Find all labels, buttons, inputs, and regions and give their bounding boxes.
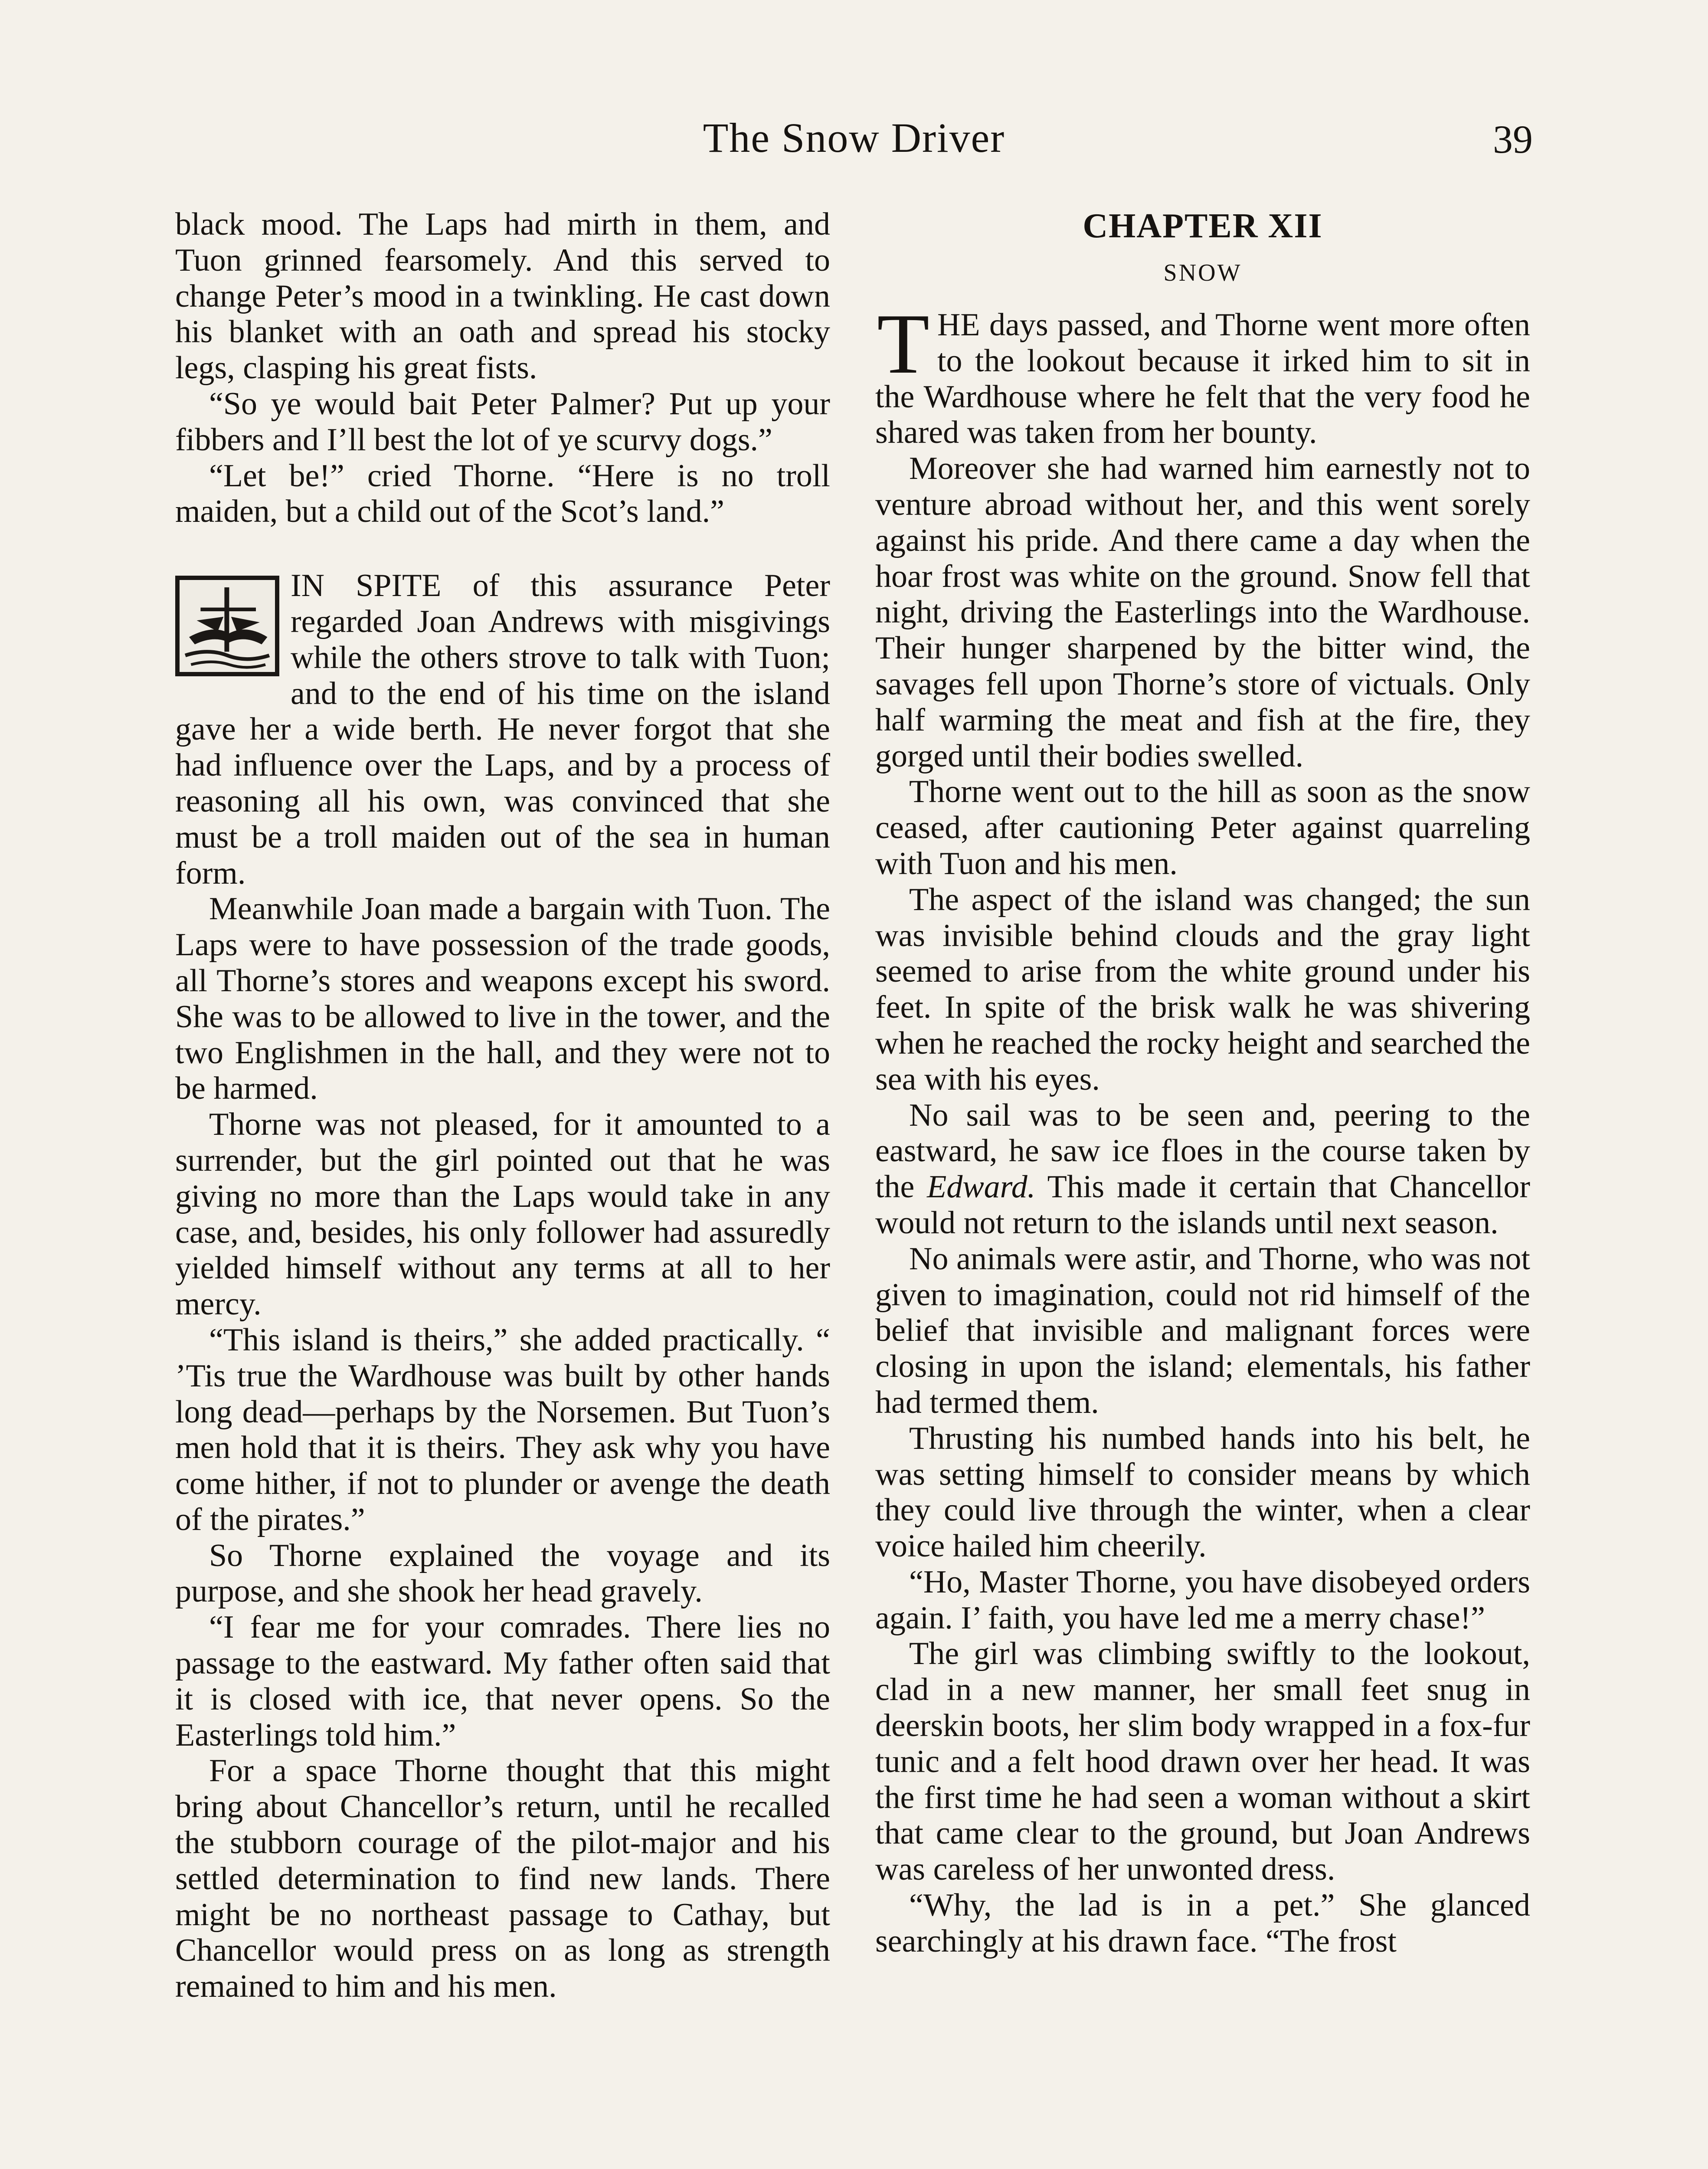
opening-text: HE days passed, and Thorne went more often to the lookout because it irked him to sit in the Wardhouse where he felt that the very food he shared was taken from her bounty. bbox=[875, 307, 1530, 451]
right-column bbox=[875, 206, 1530, 1959]
paragraph: Moreover she had warned him earnestly not to venture abroad without her, and this went sorely against his pride. And there came a day when the hoar frost was white on the ground. Snow fell that night, driving the Easterlings into the Wardhouse. Their hunger sharpened by the bitter wind, the savages fell upon Thorne’s store of victuals. Only half warming the meat and fish at the fire, they gorged until their bodies swelled. bbox=[875, 451, 1530, 774]
paragraph: “I fear me for your comrades. There lies no passage to the eastward. My father often said that it is closed with ice, that never opens. So the Easterlings told him.” bbox=[175, 1609, 830, 1753]
chapter-title: CHAPTER XII bbox=[1083, 207, 1323, 245]
paragraph: Meanwhile Joan made a bargain with Tuon. The Laps were to have possession of the trade goods, all Thorne’s stores and weapons except his sword. She was to be allowed to live in the tower, and the two Englishmen in the hall, and they were not to be harmed. bbox=[175, 891, 830, 1107]
running-title: The Snow Driver bbox=[703, 115, 1005, 161]
paragraph: black mood. The Laps had mirth in them, and Tuon grinned fearsomely. And this served to change Peter’s mood in a twinkling. He cast down his blanket with an oath and spread his stocky legs, clasping his great fists. bbox=[175, 206, 830, 386]
paragraph: The aspect of the island was changed; the sun was invisible behind clouds and the gray light seemed to arise from the white ground under his feet. In spite of the brisk walk he was shivering when he reached the rocky height and searched the sea with his eyes. bbox=[875, 881, 1530, 1097]
paragraph: “Let be!” cried Thorne. “Here is no troll maiden, but a child out of the Scot’s land.” bbox=[175, 458, 830, 530]
ship-name: Edward. bbox=[927, 1169, 1036, 1205]
paragraph bbox=[875, 1098, 1530, 1241]
decorative-woodcut-icon bbox=[175, 576, 279, 676]
paragraph: “So ye would bait Peter Palmer? Put up your fibbers and I’ll best the lot of ye scurvy dogs.” bbox=[175, 386, 830, 458]
text-run: This made it certain that Chancellor would not return to the islands until next season. bbox=[875, 1169, 1530, 1241]
chapter-opening-paragraph bbox=[875, 296, 1530, 451]
paragraph: “Why, the lad is in a pet.” She glanced searchingly at his drawn face. “The frost bbox=[875, 1887, 1530, 1959]
paragraph: “This island is theirs,” she added practically. “ ’Tis true the Wardhouse was built by other hands long dead—perhaps by the Norsemen. But Tuon’s men hold that it is theirs. They ask why you have come hither, if not to plunder or avenge the death of the pirates.” bbox=[175, 1322, 830, 1537]
page-number: 39 bbox=[1493, 117, 1533, 161]
paragraph: No animals were astir, and Thorne, who was not given to imagination, could not rid himself of the belief that invisible and malignant forces were closing in upon the island; elementals, his father had termed them. bbox=[875, 1241, 1530, 1420]
running-head bbox=[175, 114, 1533, 166]
paragraph: Thrusting his numbed hands into his belt, he was setting himself to consider means by which they could live through the winter, when a clear voice hailed him cheerily. bbox=[875, 1420, 1530, 1564]
section-opening-paragraph: IN SPITE of this assurance Peter regarded Joan Andrews with misgivings while the others strove to talk with Tuon; and to the end of his time on the island gave her a wide berth. He never forgot that she had influence over the Laps, and by a process of reasoning all his own, was convinced that she must be a troll maiden out of the sea in human form. bbox=[175, 568, 830, 891]
paragraph: The girl was climbing swiftly to the lookout, clad in a new manner, her small feet snug in deerskin boots, her slim body wrapped in a fox-fur tunic and a felt hood drawn over her head. It was the first time he had seen a woman without a skirt that came clear to the ground, but Joan Andrews was careless of her unwonted dress. bbox=[875, 1636, 1530, 1887]
drop-cap: T bbox=[877, 296, 929, 391]
left-column bbox=[175, 206, 830, 2005]
chapter-subtitle: SNOW bbox=[1163, 259, 1242, 286]
paragraph: Thorne was not pleased, for it amounted to a surrender, but the girl pointed out that he was giving no more than the Laps would take in any case, and, besides, his only follower had assuredly yielded himself without any terms at all to her mercy. bbox=[175, 1107, 830, 1322]
paragraph: For a space Thorne thought that this might bring about Chancellor’s return, until he recalled the stubborn courage of the pilot-major and his settled determination to find new lands. There might be no northeast passage to Cathay, but Chancellor would press on as long as strength remained to him and his men. bbox=[175, 1753, 830, 2005]
paragraph: Thorne went out to the hill as soon as the snow ceased, after cautioning Peter against quarreling with Tuon and his men. bbox=[875, 774, 1530, 881]
paragraph: “Ho, Master Thorne, you have disobeyed orders again. I’ faith, you have led me a merry chase!” bbox=[875, 1564, 1530, 1636]
paragraph: So Thorne explained the voyage and its purpose, and she shook her head gravely. bbox=[175, 1537, 830, 1609]
text-run: No sail was to be seen and, peering to the eastward, he saw ice floes in the course taken by the bbox=[875, 1097, 1530, 1205]
